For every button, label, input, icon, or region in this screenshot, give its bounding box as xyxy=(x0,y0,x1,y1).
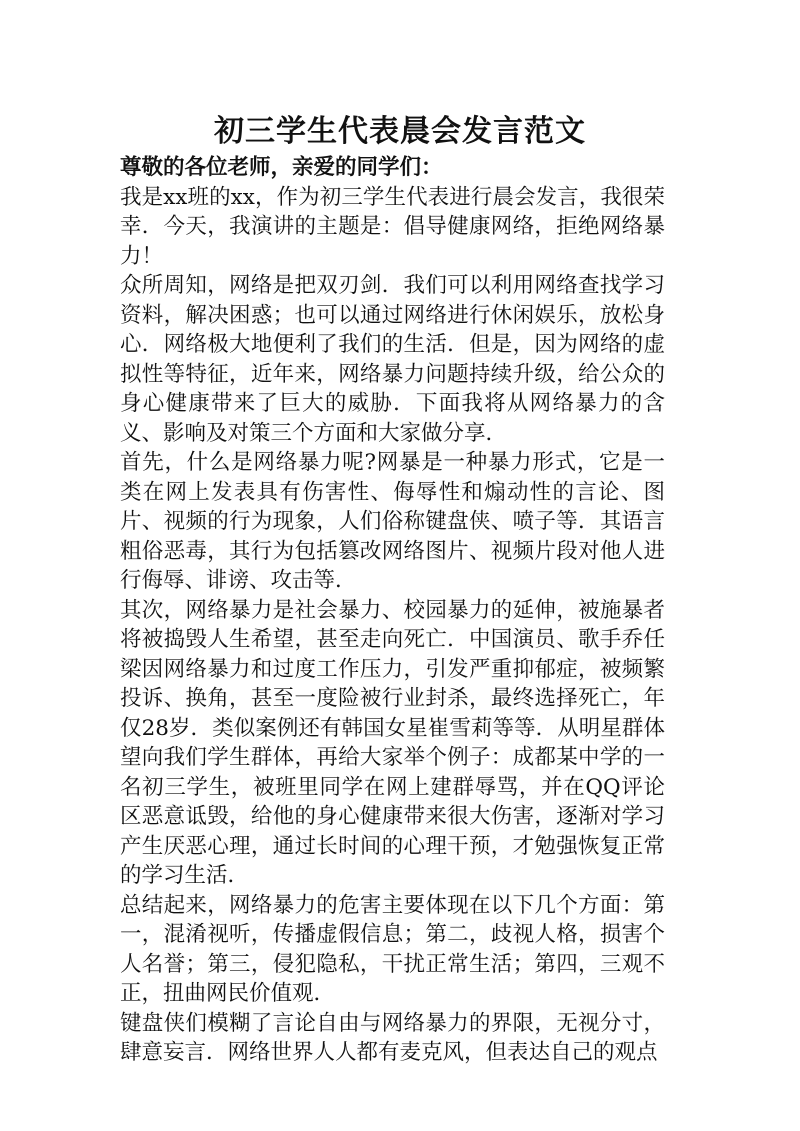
document-title: 初三学生代表晨会发言范文 xyxy=(214,114,586,149)
paragraph-double-edged-sword: 众所周知，网络是把双刃剑．我们可以利用网络查找学习资料，解决困惑；也可以通过网络进行休闲娱乐，放松身心．网络极大地便利了我们的生活．但是，因为网络的虚拟性等特征，近年来，网络暴力问题持续升级，给公众的身心健康带来了巨大的威胁．下面我将从网络暴力的含义、影响及对策三个方面和大家做分享． xyxy=(120,273,665,446)
paragraph-keyboard-warriors: 键盘侠们模糊了言论自由与网络暴力的界限，无视分寸，肆意妄言．网络世界人人都有麦克风，但表达自己的观点 xyxy=(120,1010,665,1065)
paragraph-intro: 我是xx班的xx，作为初三学生代表进行晨会发言，我很荣幸．今天，我演讲的主题是：倡导健康网络，拒绝网络暴力！ xyxy=(120,184,665,269)
greeting-line: 尊敬的各位老师，亲爱的同学们： xyxy=(120,155,443,180)
paragraph-definition: 首先，什么是网络暴力呢?网暴是一种暴力形式，它是一类在网上发表具有伤害性、侮辱性和煽动性的言论、图片、视频的行为现象，人们俗称键盘侠、喷子等．其语言粗俗恶毒，其行为包括篡改网络图片、视频片段对他人进行侮辱、诽谤、攻击等． xyxy=(120,450,665,593)
document-body xyxy=(120,153,665,1068)
paragraph-cases: 其次，网络暴力是社会暴力、校园暴力的延伸，被施暴者将被捣毁人生希望，甚至走向死亡．中国演员、歌手乔任梁因网络暴力和过度工作压力，引发严重抑郁症，被频繁投诉、换角，甚至一度险被行业封杀，最终选择死亡，年仅28岁．类似案例还有韩国女星崔雪莉等等．从明星群体望向我们学生群体，再给大家举个例子：成都某中学的一名初三学生，被班里同学在网上建群辱骂，并在QQ评论区恶意诋毁，给他的身心健康带来很大伤害，逐渐对学习产生厌恶心理，通过长时间的心理干预，才勉强恢复正常的学习生活． xyxy=(120,597,665,888)
paragraph-summary: 总结起来，网络暴力的危害主要体现在以下几个方面：第一，混淆视听，传播虚假信息；第二，歧视人格，损害个人名誉；第三，侵犯隐私，干扰正常生活；第四，三观不正，扭曲网民价值观． xyxy=(120,892,665,1006)
